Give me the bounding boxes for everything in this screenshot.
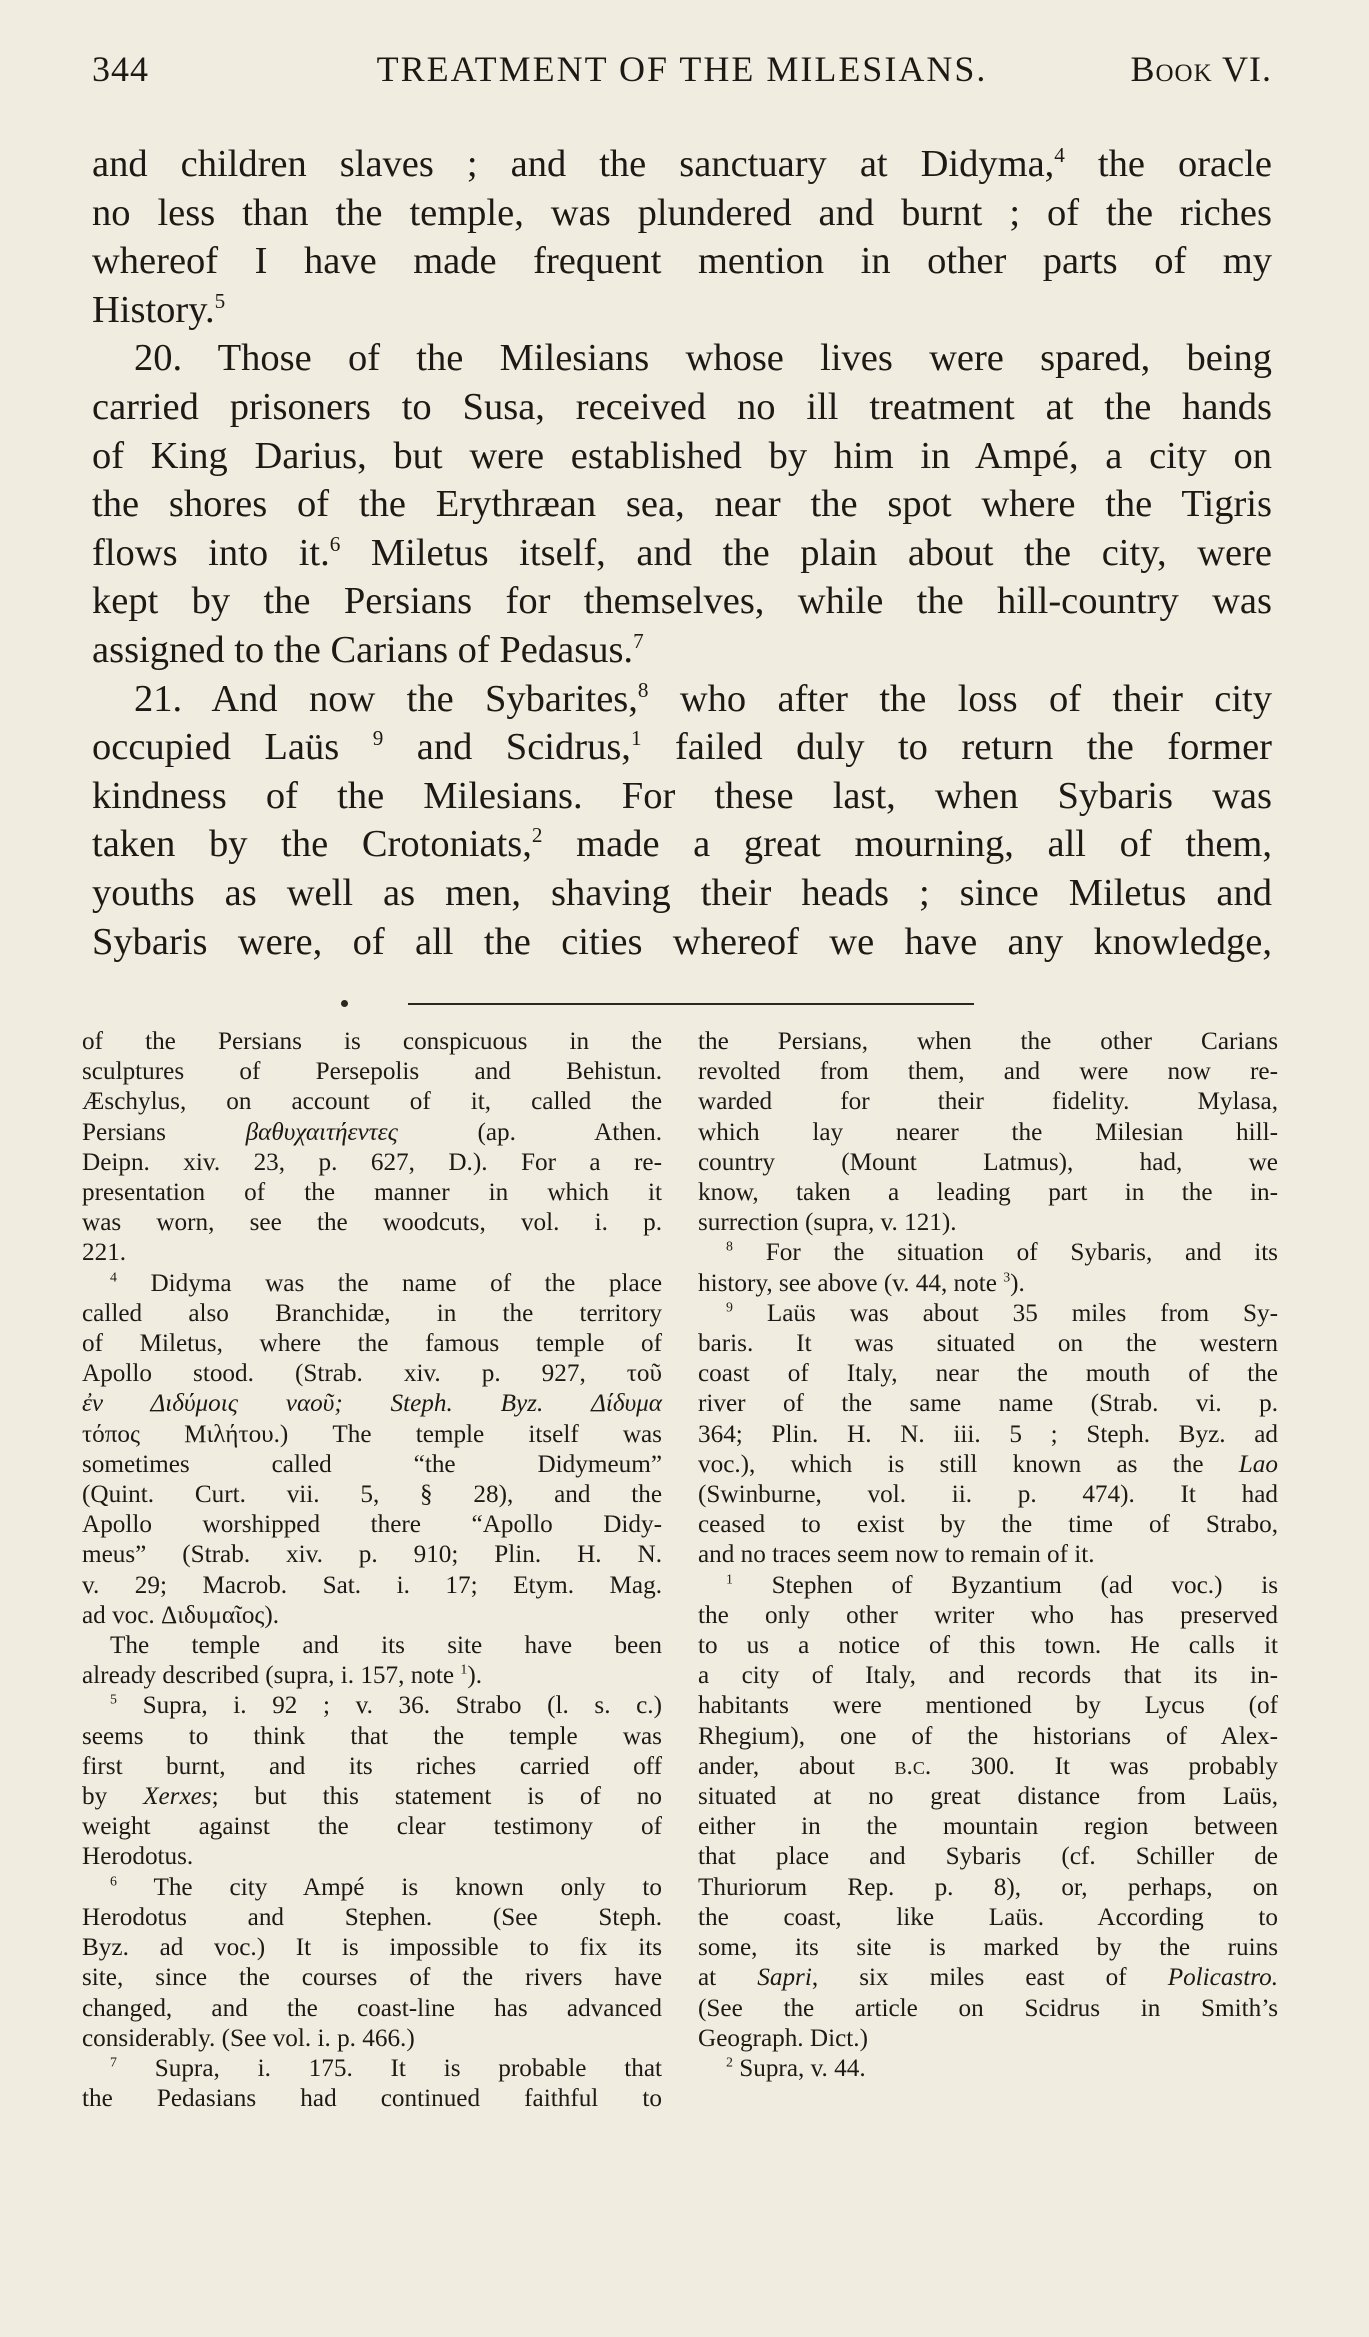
note-line: Geograph. Dict.) [698, 2024, 868, 2052]
text-line: Sybaris were, of all the cities whereof we have any knowledge, [92, 920, 1272, 963]
note-line: $^6$ The city Ampé is known only to [110, 1873, 662, 1901]
note-line: know, taken a leading part in the in- [698, 1179, 1278, 1207]
note-line: either in the mountain region between [698, 1813, 1278, 1841]
note-line: the only other writer who has preserved [698, 1601, 1278, 1629]
note-line: habitants were mentioned by Lycus (of [698, 1692, 1278, 1720]
note-line: coast of Italy, near the mouth of the [698, 1360, 1278, 1388]
footnote-7-continuation [698, 1027, 1278, 1238]
text-line: and children slaves ; and the sanctuary at Didyma,$^4$ the oracle [92, 143, 1272, 185]
footnote-6 [82, 1873, 662, 2054]
note-line: The temple and its site have been [110, 1632, 662, 1660]
note-line: the Pedasians had continued faithful to [82, 2085, 662, 2113]
note-line: history, see above (v. 44, note $^3$). [698, 1269, 1025, 1297]
note-line: (Quint. Curt. vii. 5, § 28), and the [82, 1481, 662, 1509]
note-line: Apollo stood. (Strab. xiv. p. 927, τοῦ [82, 1360, 662, 1388]
footnote-ref: 4 [1054, 143, 1065, 168]
note-line: voc.), which is still known as the Lao [698, 1450, 1278, 1478]
note-line: ad voc. Διδυμαῖος). [82, 1601, 280, 1629]
note-line: $^7$ Supra, i. 175. It is probable that [110, 2054, 662, 2082]
note-line: at Sapri, six miles east of Policastro. [698, 1964, 1278, 1992]
paragraph-continuation [92, 140, 1272, 334]
running-header [92, 48, 1272, 108]
printer-mark [341, 1000, 348, 1007]
note-line: $^9$ Laüs was about 35 miles from Sy- [726, 1299, 1278, 1327]
note-line: by Xerxes; but this statement is of no [82, 1783, 662, 1811]
note-line: first burnt, and its riches carried off [82, 1752, 662, 1780]
text-line: assigned to the Carians of Pedasus.$^7$ [92, 628, 644, 671]
paragraph-20 [92, 334, 1272, 674]
footnote-4 [82, 1269, 662, 1692]
note-line: Herodotus. [82, 1843, 194, 1871]
text-line: the shores of the Erythræan sea, near the spot where the Tigris [92, 483, 1272, 526]
note-line: considerably. (See vol. i. p. 466.) [82, 2024, 415, 2052]
note-line: already described (supra, i. 157, note $^1$). [82, 1661, 483, 1690]
footnote-ref: 2 [531, 823, 543, 848]
footnote-7 [82, 2054, 662, 2114]
footnote-ref: 7 [633, 629, 644, 654]
note-line: Deipn. xiv. 23, p. 627, D.). For a re- [82, 1148, 662, 1176]
note-line: ἐν Διδύμοις ναοῦ; Steph. Byz. Δίδυμα [82, 1390, 662, 1418]
footnote-1 [698, 1571, 1278, 2054]
note-line: ceased to exist by the time of Strabo, [698, 1511, 1278, 1539]
note-line: Herodotus and Stephen. (See Steph. [82, 1903, 662, 1931]
note-line: country (Mount Latmus), had, we [698, 1148, 1278, 1176]
page-number: 344 [92, 49, 149, 89]
text-line: History.$^5$ [92, 288, 226, 331]
note-line: of Miletus, where the famous temple of [82, 1330, 662, 1358]
footnote-ref: 8 [637, 677, 649, 702]
text-line: kept by the Persians for themselves, while the hill-country was [92, 580, 1272, 623]
note-line: seems to think that the temple was [82, 1722, 662, 1750]
note-line: baris. It was situated on the western [698, 1330, 1278, 1358]
footnotes-left-column [82, 1027, 662, 2114]
note-line: a city of Italy, and records that its in- [698, 1662, 1278, 1690]
note-line: the Persians, when the other Carians [698, 1028, 1278, 1055]
note-line: of the Persians is conspicuous in the [82, 1028, 662, 1055]
footnote-ref: 9 [372, 726, 384, 751]
book-label: Book VI. [1130, 49, 1272, 89]
note-line: v. 29; Macrob. Sat. i. 17; Etym. Mag. [82, 1571, 662, 1599]
note-line: Byz. ad voc.) It is impossible to fix its [82, 1934, 662, 1962]
running-title: TREATMENT OF THE MILESIANS. [376, 49, 988, 89]
note-line: Æschylus, on account of it, called the [82, 1088, 662, 1116]
footnote-rule [408, 1003, 974, 1005]
footnote-ref: 6 [329, 531, 341, 556]
note-line: $^5$ Supra, i. 92 ; v. 36. Strabo (l. s. c.) [110, 1692, 662, 1720]
footnote-continuation [82, 1027, 662, 1269]
footnote-ref: 5 [214, 288, 226, 313]
note-line: $^2$ Supra, v. 44. [726, 2054, 866, 2082]
footnotes-right-column [698, 1027, 1278, 2084]
note-line: Persians βαθυχαιτήεντες (ap. Athen. [82, 1118, 662, 1146]
note-line: revolted from them, and were now re- [698, 1058, 1278, 1086]
text-line: carried prisoners to Susa, received no ill treatment at the hands [92, 385, 1272, 428]
main-text [92, 140, 1272, 966]
note-line: was worn, see the woodcuts, vol. i. p. [82, 1209, 662, 1237]
note-line: weight against the clear testimony of [82, 1813, 662, 1841]
note-line: $^1$ Stephen of Byzantium (ad voc.) is [726, 1571, 1278, 1599]
note-line: Rhegium), one of the historians of Alex- [698, 1722, 1278, 1750]
note-line: meus” (Strab. xiv. p. 910; Plin. H. N. [82, 1541, 662, 1569]
note-line: that place and Sybaris (cf. Schiller de [698, 1843, 1278, 1871]
note-line: Thuriorum Rep. p. 8), or, perhaps, on [698, 1873, 1278, 1901]
note-line: (See the article on Scidrus in Smith’s [698, 1994, 1278, 2022]
note-line: 221. [82, 1239, 127, 1267]
note-line: sometimes called “the Didymeum” [82, 1450, 662, 1478]
footnote-8 [698, 1238, 1278, 1298]
text-line: 21. And now the Sybarites,$^8$ who after the loss of their city [134, 677, 1272, 720]
text-line: youths as well as men, shaving their heads ; since Miletus and [92, 871, 1272, 914]
note-line: called also Branchidæ, in the territory [82, 1299, 662, 1327]
note-line: situated at no great distance from Laüs, [698, 1783, 1278, 1811]
note-line: Apollo worshipped there “Apollo Didy- [82, 1511, 662, 1539]
note-line: changed, and the coast-line has advanced [82, 1994, 662, 2022]
footnote-2 [698, 2054, 1278, 2084]
note-line: some, its site is marked by the ruins [698, 1934, 1278, 1962]
note-line: warded for their fidelity. Mylasa, [698, 1088, 1278, 1116]
text-line: whereof I have made frequent mention in other parts of my [92, 240, 1272, 283]
text-line: kindness of the Milesians. For these last, when Sybaris was [92, 774, 1272, 817]
note-line: the coast, like Laüs. According to [698, 1903, 1278, 1931]
note-line: which lay nearer the Milesian hill- [698, 1118, 1278, 1146]
text-line: 20. Those of the Milesians whose lives were spared, being [134, 337, 1272, 380]
note-line: sculptures of Persepolis and Behistun. [82, 1058, 662, 1086]
text-line: flows into it.$^6$ Miletus itself, and the plain about the city, were [92, 531, 1272, 574]
note-line: to us a notice of this town. He calls it [698, 1632, 1278, 1660]
note-line: surrection (supra, v. 121). [698, 1209, 957, 1237]
note-line: $^8$ For the situation of Sybaris, and its [726, 1239, 1278, 1267]
note-line: ander, about b.c. 300. It was probably [698, 1752, 1278, 1780]
paragraph-21 [92, 675, 1272, 967]
text-line: no less than the temple, was plundered and burnt ; of the riches [92, 191, 1272, 234]
note-line: presentation of the manner in which it [82, 1179, 662, 1207]
note-line: (Swinburne, vol. ii. p. 474). It had [698, 1481, 1278, 1509]
note-line: τόπος Μιλήτου.) The temple itself was [82, 1420, 662, 1448]
footnote-5 [82, 1691, 662, 1872]
note-line: 364; Plin. H. N. iii. 5 ; Steph. Byz. ad [698, 1420, 1278, 1448]
text-line: of King Darius, but were established by him in Ampé, a city on [92, 434, 1272, 477]
note-line: site, since the courses of the rivers have [82, 1964, 662, 1992]
text-line: occupied Laüs $^9$ and Scidrus,$^1$ failed duly to return the former [92, 726, 1272, 769]
text-line: taken by the Crotoniats,$^2$ made a great mourning, all of them, [92, 823, 1272, 866]
footnote-9 [698, 1299, 1278, 1571]
footnote-ref: 1 [630, 726, 642, 751]
note-line: and no traces seem now to remain of it. [698, 1541, 1095, 1569]
note-line: $^4$ Didyma was the name of the place [110, 1269, 662, 1297]
note-line: river of the same name (Strab. vi. p. [698, 1390, 1278, 1418]
